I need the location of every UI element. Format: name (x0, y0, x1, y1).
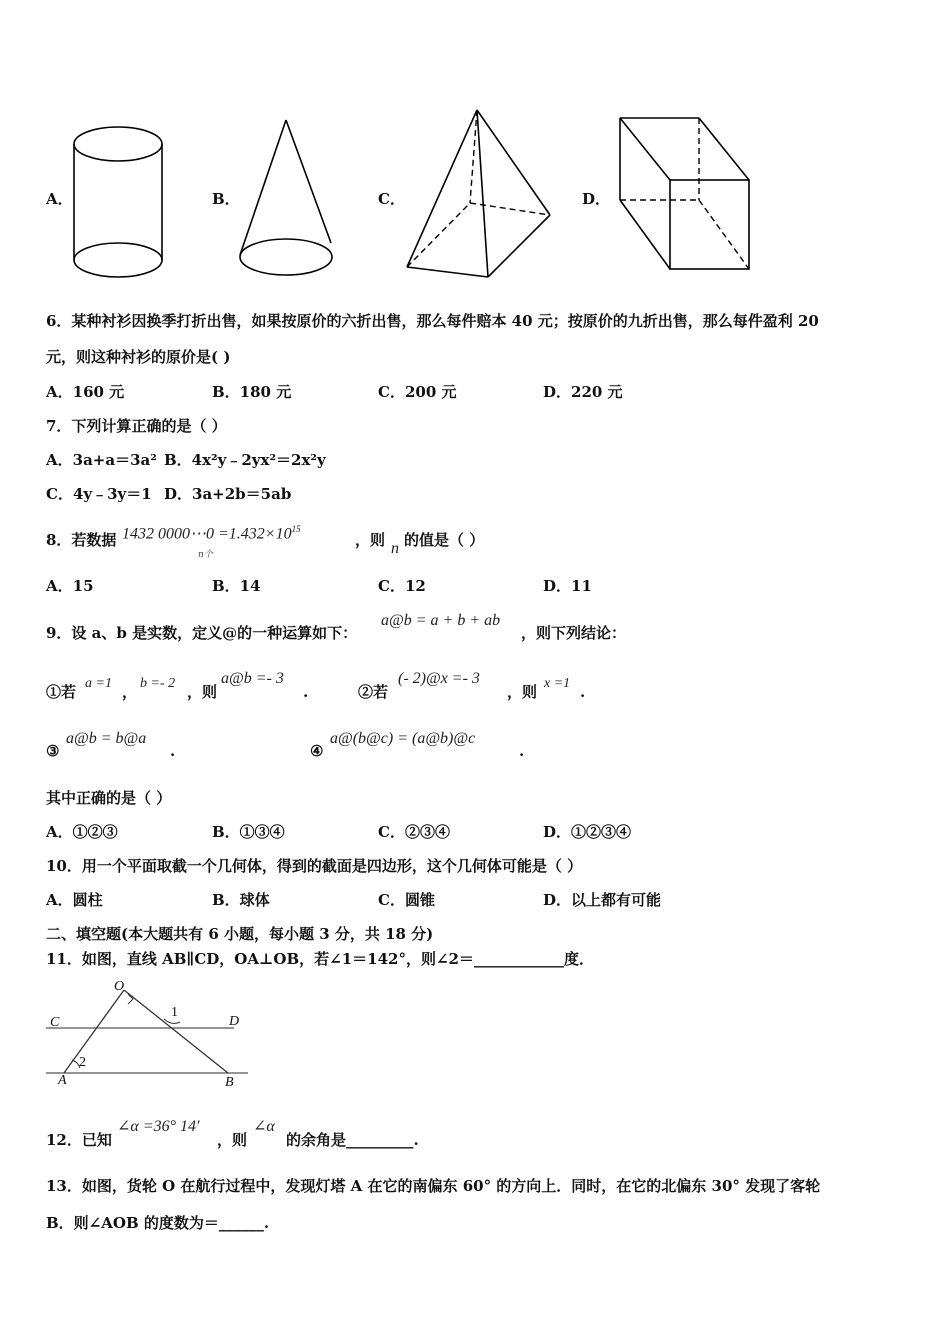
q12-answer-blank[interactable]: _________ (346, 1131, 414, 1149)
pyramid-figure (400, 105, 560, 285)
q9-s4-dot: . (519, 742, 525, 760)
q9-s2-result: x =1 (544, 676, 571, 691)
q9-s4-prefix: ④ (310, 742, 324, 760)
fig-label-angle-1: 1 (171, 1005, 178, 1020)
q9-s2-cond: (- 2)@x =- 3 (398, 670, 480, 687)
q9-s3-prefix: ③ (46, 742, 60, 760)
q9-ask: 其中正确的是（ ） (46, 789, 172, 807)
q9-stem: 9．设 a、b 是实数，定义@的一种运算如下： (46, 624, 358, 642)
fig-label-o: O (114, 979, 125, 994)
q12-suffix: 的余角是_________. (286, 1131, 419, 1149)
q9-definition: a@b = a + b + ab (381, 612, 501, 629)
q9-option-a: A．①②③ (46, 823, 118, 841)
q10-stem: 10．用一个平面取截一个几何体，得到的截面是四边形，这个几何体可能是（ ） (46, 857, 583, 875)
option-label-d: D． (582, 190, 611, 208)
q8-option-d: D．11 (543, 577, 592, 595)
q12-alpha: ∠α (253, 1118, 275, 1135)
q8-mid: ，则 (355, 531, 386, 549)
fig-label-b: B (225, 1075, 234, 1090)
q9-s1-dot: . (303, 683, 309, 701)
q13-stem-line2: B．则∠AOB 的度数为＝______. (46, 1214, 270, 1232)
q8-formula: 1432 0000⋯0 $=1.432\times 10^{15}$ (122, 524, 301, 543)
q8-suffix: 的值是（ ） (404, 531, 485, 549)
q8-underbrace: n个 (198, 550, 213, 560)
q9-option-b: B．①③④ (212, 823, 285, 841)
q6-stem-line1: 6．某种衬衫因换季打折出售，如果按原价的六折出售，那么每件赔本 40 元；按原价的九折出售，那么每件盈利 20 (46, 312, 819, 330)
q9-s1-result: a@b =- 3 (221, 670, 284, 687)
q9-s1-comma: ， (122, 683, 138, 701)
q7-option-a: A．3a+a＝3a² (46, 451, 157, 469)
q8-prefix: 8．若数据 (46, 531, 117, 549)
q6-option-c: C．200 元 (378, 383, 457, 401)
q10-option-d: D．以上都有可能 (543, 891, 662, 909)
q10-option-a: A．圆柱 (46, 891, 103, 909)
q9-s2-mid: ，则 (507, 683, 538, 701)
q8-option-b: B．14 (212, 577, 261, 595)
q9-s1-b: b =- 2 (140, 676, 176, 691)
cone-figure (236, 115, 336, 285)
q6-option-d: D．220 元 (543, 383, 623, 401)
q9-option-c: C．②③④ (378, 823, 450, 841)
q6-option-b: B．180 元 (212, 383, 292, 401)
q6-option-a: A．160 元 (46, 383, 125, 401)
q8-option-c: C．12 (378, 577, 426, 595)
q10-option-b: B．球体 (212, 891, 270, 909)
q9-s3: a@b = b@a (66, 730, 147, 747)
q9-s3-dot: . (170, 742, 176, 760)
q7-option-c: C．4y﹣3y＝1 (46, 485, 152, 503)
option-label-b: B． (212, 190, 240, 208)
option-label-c: C． (378, 190, 405, 208)
q11-answer-blank[interactable]: ____________ (473, 950, 564, 968)
parallel-lines-figure (44, 978, 254, 1093)
q9-s4: a@(b@c) = (a@b)@c (330, 730, 476, 747)
q9-s1-mid: ，则 (187, 683, 218, 701)
q9-stem-end: ，则下列结论： (521, 624, 627, 642)
prism-figure (612, 112, 757, 277)
q7-stem: 7．下列计算正确的是（ ） (46, 417, 227, 435)
q8-option-a: A．15 (46, 577, 94, 595)
q6-stem-line2: 元，则这种衬衫的原价是( ) (46, 348, 231, 366)
q9-s1-prefix: ①若 (46, 683, 77, 701)
q12-prefix: 12．已知 (46, 1131, 112, 1149)
section-2-heading: 二、填空题(本大题共有 6 小题，每小题 3 分，共 18 分) (46, 925, 434, 943)
fig-label-c: C (50, 1015, 60, 1030)
fig-label-angle-2: 2 (79, 1055, 86, 1070)
option-label-a: A． (46, 190, 73, 208)
q9-s1-a: a =1 (85, 676, 112, 691)
q7-option-b: B．4x²y﹣2yx²＝2x²y (164, 451, 326, 469)
q13-answer-blank[interactable]: ______ (218, 1214, 264, 1232)
q12-formula: ∠α =36° 14′ (117, 1118, 200, 1135)
q11-stem: 11．如图，直线 AB∥CD，OA⊥OB，若∠1＝142°，则∠2＝____________度． (46, 950, 594, 968)
q12-mid: ，则 (217, 1131, 248, 1149)
q9-s2-dot: . (580, 683, 586, 701)
fig-label-a: A (58, 1073, 67, 1088)
q7-option-d: D．3a+2b＝5ab (164, 485, 292, 503)
q8-var-n: n (391, 540, 399, 557)
q9-option-d: D．①②③④ (543, 823, 632, 841)
q10-option-c: C．圆锥 (378, 891, 435, 909)
cylinder-figure (70, 122, 170, 282)
fig-label-d: D (229, 1014, 240, 1029)
q13-stem-line1: 13．如图，货轮 O 在航行过程中，发现灯塔 A 在它的南偏东 60° 的方向上．同时，在它的北偏东 30° 发现了客轮 (46, 1177, 821, 1195)
q9-s2-prefix: ②若 (358, 683, 389, 701)
